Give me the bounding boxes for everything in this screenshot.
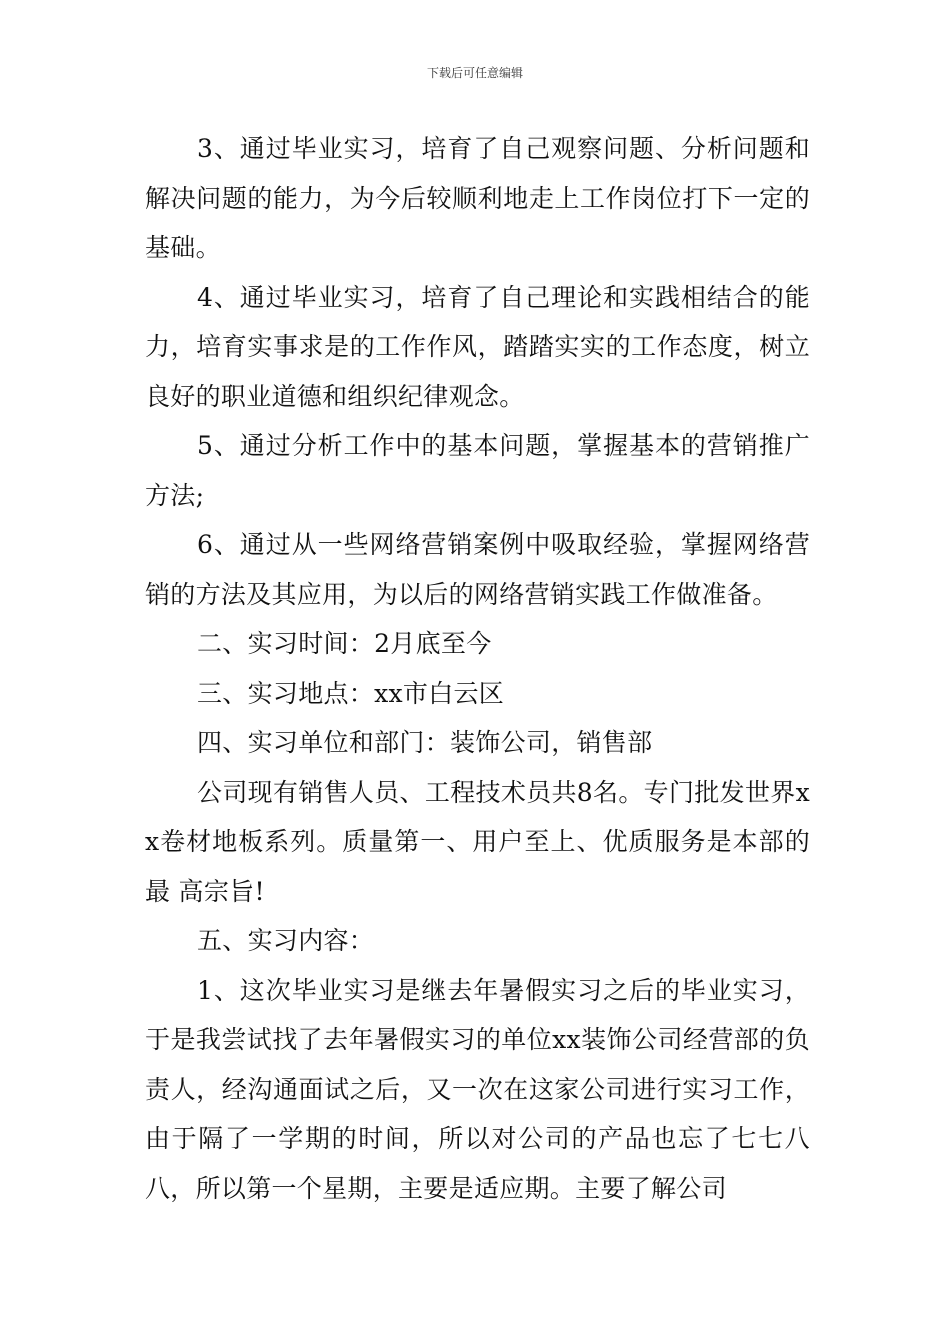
- paragraph-internship-content-heading: 五、实习内容：: [197, 926, 375, 955]
- paragraph-company-description: 公司现有销售人员、工程技术员共8名。专门批发世界xx卷材地板系列。质量第一、用户至上、优质服务是本部的最 高宗旨!: [145, 777, 810, 906]
- paragraph-internship-unit: 四、实习单位和部门：装饰公司，销售部: [197, 728, 653, 757]
- document-body: [145, 124, 810, 1213]
- paragraph-content-1: 1、这次毕业实习是继去年暑假实习之后的毕业实习，于是我尝试找了去年暑假实习的单位xx装饰公司经营部的负责人，经沟通面试之后，又一次在这家公司进行实习工作，由于隔了一学期的时间，所以对公司的产品也忘了七七八八，所以第一个星期，主要是适应期。主要了解公司: [145, 975, 810, 1203]
- paragraph-internship-location: 三、实习地点：xx市白云区: [197, 678, 505, 708]
- paragraph-internship-time: 二、实习时间：2月底至今: [197, 629, 492, 658]
- page-header: 下载后可任意编辑: [426, 66, 523, 80]
- paragraph-objective-6: 6、通过从一些网络营销案例中吸取经验，掌握网络营销的方法及其应用，为以后的网络营销实践工作做准备。: [145, 530, 810, 609]
- paragraph-objective-4: 4、通过毕业实习，培育了自己理论和实践相结合的能力，培育实事求是的工作作风，踏踏实实的工作态度，树立良好的职业道德和组织纪律观念。: [145, 282, 810, 411]
- paragraph-objective-3: 3、通过毕业实习，培育了自己观察问题、分析问题和解决问题的能力，为今后较顺利地走上工作岗位打下一定的基础。: [145, 134, 810, 262]
- paragraph-objective-5: 5、通过分析工作中的基本问题，掌握基本的营销推广方法;: [145, 431, 810, 510]
